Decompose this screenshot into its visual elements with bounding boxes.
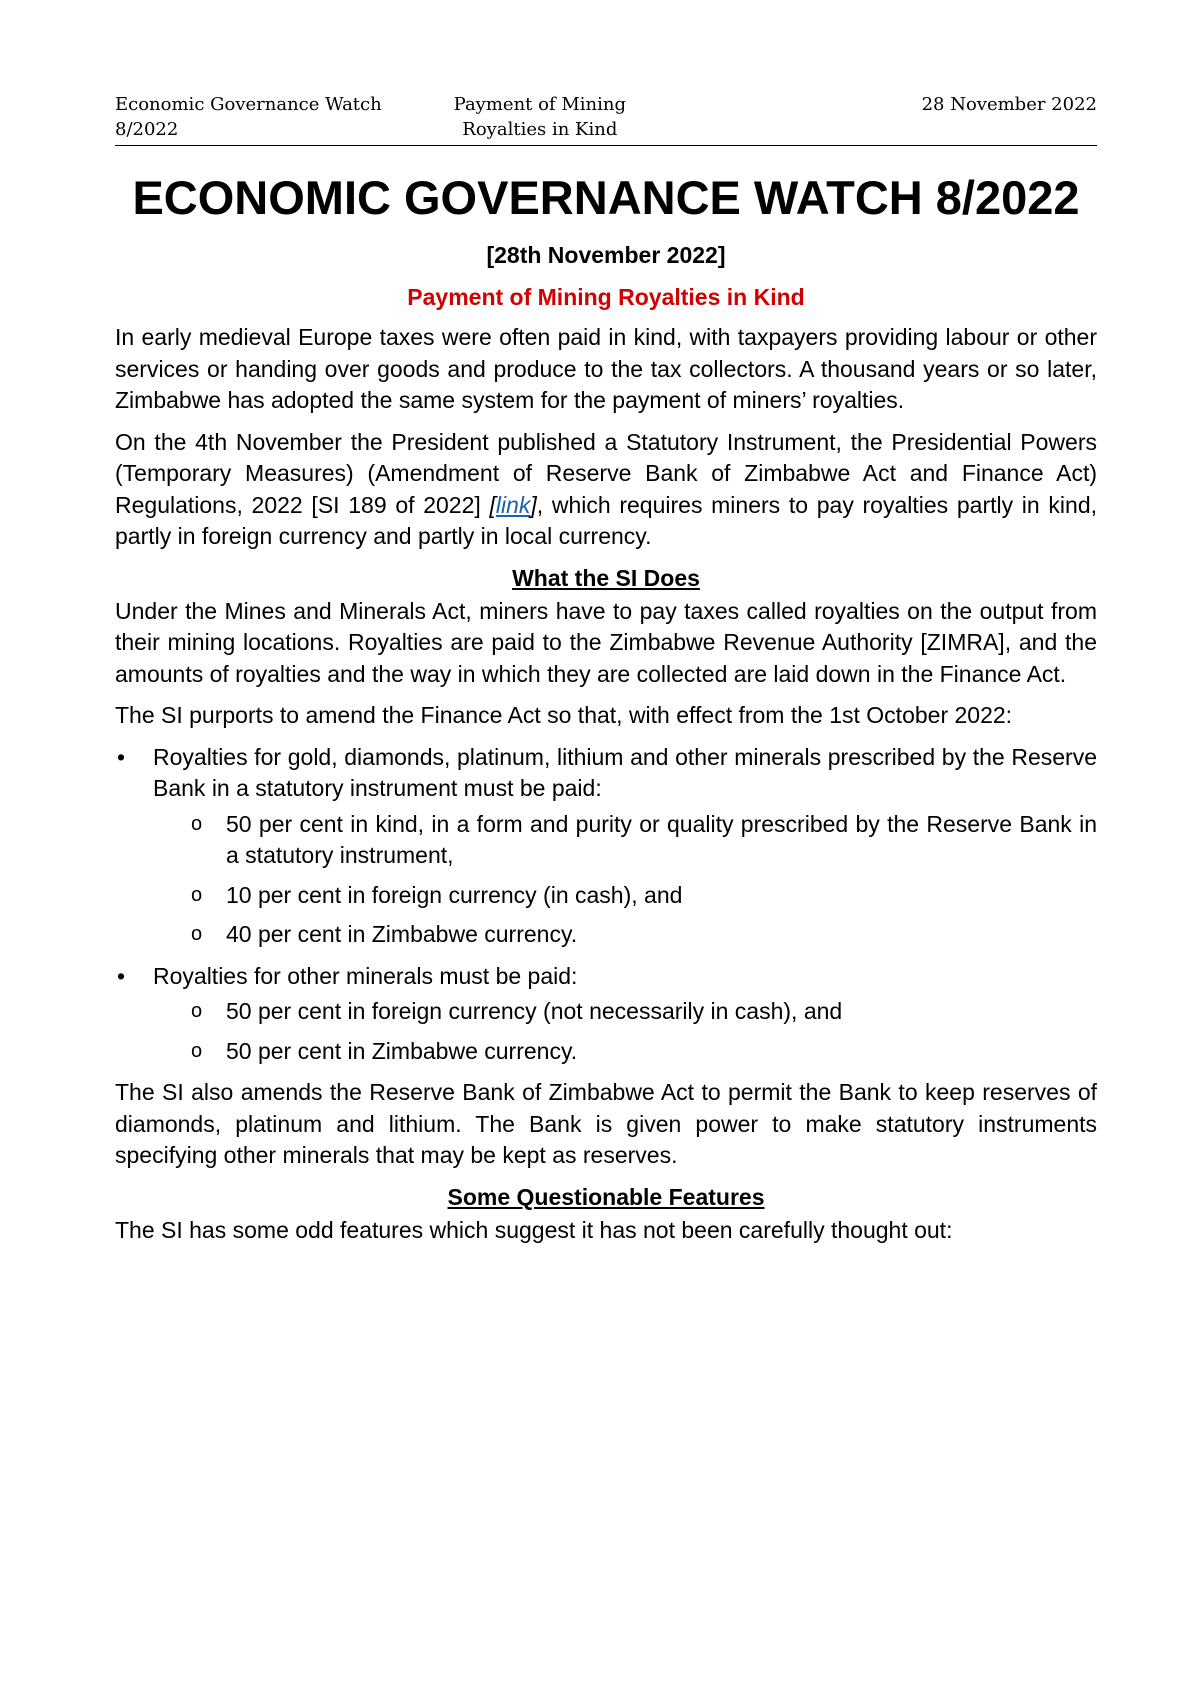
sub-list-item: o 40 per cent in Zimbabwe currency. xyxy=(153,919,1097,951)
circle-bullet-icon: o xyxy=(191,812,203,835)
sub-list-item: o 50 per cent in Zimbabwe currency. xyxy=(153,1036,1097,1068)
list-item: • Royalties for gold, diamonds, platinum, lithium and other minerals prescribed by the Reserve Bank in a statutory instrument must be paid: o 50 per cent in kind, in a form and purity or quality prescribed by the Reserve Bank in a statutory instrument, o 10 per cent in foreign currency (in cash), and o 40 per cent in Zimbabwe currency. xyxy=(115,742,1097,951)
header-date: 28 November 2022 xyxy=(921,94,1097,115)
sub-list xyxy=(153,809,1097,951)
document-subtitle: Payment of Mining Royalties in Kind xyxy=(407,284,805,310)
bullet-icon: • xyxy=(117,743,126,770)
odd-features-paragraph: The SI has some odd features which suggest it has not been carefully thought out: xyxy=(115,1216,953,1243)
intro-paragraph: In early medieval Europe taxes were often paid in kind, with taxpayers providing labour or other services or handing over goods and produce to the tax collectors. A thousand years or so later, Zimbabwe has adopted the same system for the payment of miners’ royalties. xyxy=(115,324,1097,413)
sub-list-item: o 50 per cent in kind, in a form and purity or quality prescribed by the Reserve Bank in a statutory instrument, xyxy=(191,810,1097,868)
statutory-instrument-paragraph: On the 4th November the President published a Statutory Instrument, the Presidential Powers (Temporary Measures) (Amendment of Reserve Bank of Zimbabwe Act and Finance Act) Regulations, 2022 [SI 189 of 2022] [link], which requires miners to pay royalties partly in kind, partly in foreign currency and partly in local currency. xyxy=(115,428,1097,549)
circle-bullet-icon: o xyxy=(191,1000,203,1022)
sub-list-item: o 50 per cent in foreign currency (not necessarily in cash), and xyxy=(153,996,1097,1028)
bullet-icon: • xyxy=(117,962,126,989)
reserve-bank-paragraph: The SI also amends the Reserve Bank of Zimbabwe Act to permit the Bank to keep reserves of diamonds, platinum and lithium. The Bank is given power to make statutory instruments specifying other minerals that may be kept as reserves. xyxy=(115,1079,1097,1168)
issue-date: [28th November 2022] xyxy=(486,242,726,268)
list-item: • Royalties for other minerals must be paid: o 50 per cent in foreign currency (not necessarily in cash), and o 50 per cent in Zimbabwe currency. xyxy=(115,961,1097,1068)
section-heading-what-si-does: What the SI Does xyxy=(512,564,700,591)
header-topic: Payment of Mining Royalties in Kind xyxy=(453,94,626,140)
document-title: ECONOMIC GOVERNANCE WATCH 8/2022 xyxy=(132,171,1080,224)
running-header xyxy=(115,92,1097,146)
circle-bullet-icon: o xyxy=(191,923,203,945)
circle-bullet-icon: o xyxy=(191,1039,203,1062)
mines-act-paragraph: Under the Mines and Minerals Act, miners have to pay taxes called royalties on the output from their mining locations. Royalties are paid to the Zimbabwe Revenue Authority [ZIMRA], and the amounts of royalties and the way in which they are collected are laid down in the Finance Act. xyxy=(115,597,1097,687)
sub-list xyxy=(153,996,1097,1067)
circle-bullet-icon: o xyxy=(191,883,203,906)
si-link[interactable]: link xyxy=(495,491,531,518)
header-series: Economic Governance Watch 8/2022 xyxy=(115,94,382,140)
royalty-rules-list xyxy=(115,742,1097,1068)
finance-act-paragraph: The SI purports to amend the Finance Act so that, with effect from the 1st October 2022: xyxy=(115,702,1013,728)
document-page xyxy=(115,92,1097,1246)
section-heading-questionable-features: Some Questionable Features xyxy=(447,1183,765,1210)
sub-list-item: o 10 per cent in foreign currency (in cash), and xyxy=(153,880,1097,912)
